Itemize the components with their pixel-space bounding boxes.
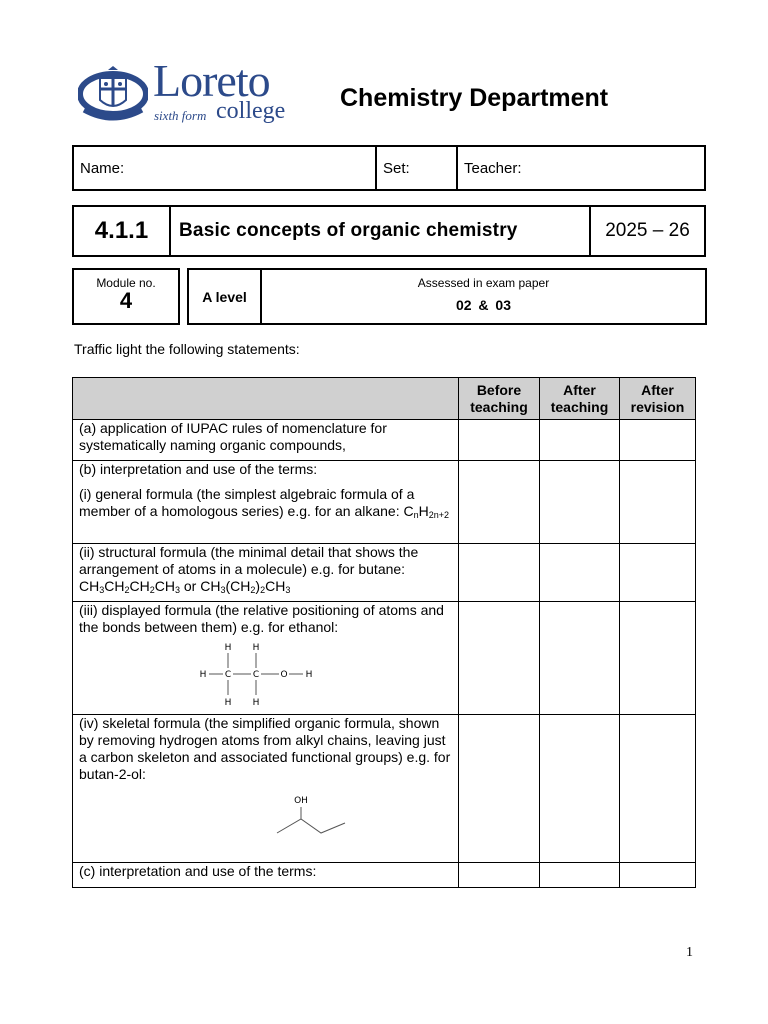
topic-header: [72, 205, 706, 257]
module-number: 4: [119, 288, 133, 313]
rating-cell[interactable]: [540, 544, 620, 602]
assessment-cell: [262, 270, 705, 323]
svg-text:OH: OH: [294, 796, 308, 806]
statement-text: (i) general formula (the simplest algebraic formula of a member of a homologous series) e.g. for an alkane:: [79, 486, 415, 519]
statement-subtext: [79, 486, 452, 520]
topic-title: Basic concepts of organic chemistry: [171, 207, 591, 255]
name-field[interactable]: [74, 147, 375, 189]
table-row: [73, 715, 696, 863]
rating-cell[interactable]: [459, 544, 540, 602]
statement-text: (c) interpretation and use of the terms:: [79, 863, 317, 879]
butane-formula: $CH_3CH_2CH_2CH_3$ or $CH_3(CH_2)_2CH_3$: [79, 578, 291, 595]
rating-cell[interactable]: [540, 420, 620, 461]
set-label: Set:: [383, 159, 410, 177]
statement-a: [73, 420, 459, 461]
statement-text: (a) application of IUPAC rules of nomenclature for systematically naming organic compounds,: [79, 420, 387, 453]
topic-number: 4.1.1: [74, 207, 171, 255]
statement-b-i: [73, 461, 459, 544]
page-number: 1: [686, 945, 693, 960]
svg-text:C: C: [224, 670, 232, 680]
logo-college: college: [216, 98, 286, 124]
name-label: Name:: [80, 159, 125, 177]
rating-cell[interactable]: [459, 715, 540, 863]
svg-text:H: H: [252, 698, 260, 708]
alkane-formula: $C_nH_{2n+2}$: [403, 503, 450, 520]
rating-cell[interactable]: [620, 544, 696, 602]
rating-cell[interactable]: [620, 715, 696, 863]
logo-sixth-form: sixth form: [154, 108, 207, 123]
table-row: [73, 544, 696, 602]
rating-cell[interactable]: [540, 863, 620, 888]
statement-text: (b) interpretation and use of the terms:: [79, 461, 318, 477]
svg-text:O: O: [280, 670, 288, 680]
rating-cell[interactable]: [620, 420, 696, 461]
rating-cell[interactable]: [620, 461, 696, 544]
header-after-teaching: After teaching: [540, 378, 620, 420]
table-row: [73, 420, 696, 461]
instructions-text: Traffic light the following statements:: [74, 341, 300, 357]
traffic-light-table: [72, 377, 696, 888]
statement-b-iv: [73, 715, 459, 863]
rating-cell[interactable]: [540, 715, 620, 863]
rating-cell[interactable]: [620, 863, 696, 888]
level-box: [187, 268, 707, 325]
svg-text:H: H: [199, 670, 207, 680]
svg-text:H: H: [224, 643, 232, 653]
statement-text: (iii) displayed formula (the relative positioning of atoms and the bonds between them) e.g. for ethanol:: [79, 602, 444, 635]
svg-text:H: H: [305, 670, 313, 680]
logo-wordmark: Loreto: [153, 55, 270, 106]
statement-text: (ii) structural formula (the minimal detail that shows the arrangement of atoms in a molecule) e.g. for butane: $CH_3CH_2CH_2CH_3$ or $CH_3(CH_2)_2CH_3$: [79, 544, 419, 595]
level-label: A level: [189, 270, 262, 323]
table-header-row: [73, 378, 696, 420]
table-row: [73, 863, 696, 888]
rating-cell[interactable]: [459, 863, 540, 888]
statement-b-iii: [73, 602, 459, 715]
exam-papers: 02 & 03: [455, 297, 512, 313]
rating-cell[interactable]: [620, 602, 696, 715]
rating-cell[interactable]: [459, 461, 540, 544]
teacher-label: Teacher:: [464, 159, 522, 177]
set-field[interactable]: [375, 147, 456, 189]
statement-b-ii: [73, 544, 459, 602]
ethanol-displayed-formula-diagram: [197, 639, 327, 709]
table-row: [73, 602, 696, 715]
header-before-teaching: Before teaching: [459, 378, 540, 420]
rating-cell[interactable]: [540, 461, 620, 544]
butan-2-ol-skeletal-formula-diagram: [265, 793, 355, 843]
student-info-row: [72, 145, 706, 191]
academic-year: 2025 – 26: [605, 220, 690, 241]
department-title: Chemistry Department: [340, 84, 609, 112]
table-row: [73, 461, 696, 544]
svg-text:C: C: [252, 670, 260, 680]
module-label: Module no.: [96, 276, 156, 290]
statement-text: (iv) skeletal formula (the simplified organic formula, shown by removing hydrogen atoms from alkyl chains, leaving just a carbon skeleton and associated functional groups) e.g. for butan-2-ol:: [79, 715, 451, 782]
rating-cell[interactable]: [459, 602, 540, 715]
svg-text:H: H: [224, 698, 232, 708]
assessed-label: Assessed in exam paper: [417, 276, 550, 290]
teacher-field[interactable]: [456, 147, 704, 189]
module-box: [72, 268, 180, 325]
statement-c: [73, 863, 459, 888]
rating-cell[interactable]: [459, 420, 540, 461]
svg-text:H: H: [252, 643, 260, 653]
rating-cell[interactable]: [540, 602, 620, 715]
header-after-revision: After revision: [620, 378, 696, 420]
statement-header: [73, 378, 459, 420]
college-crest-icon: [78, 66, 148, 126]
